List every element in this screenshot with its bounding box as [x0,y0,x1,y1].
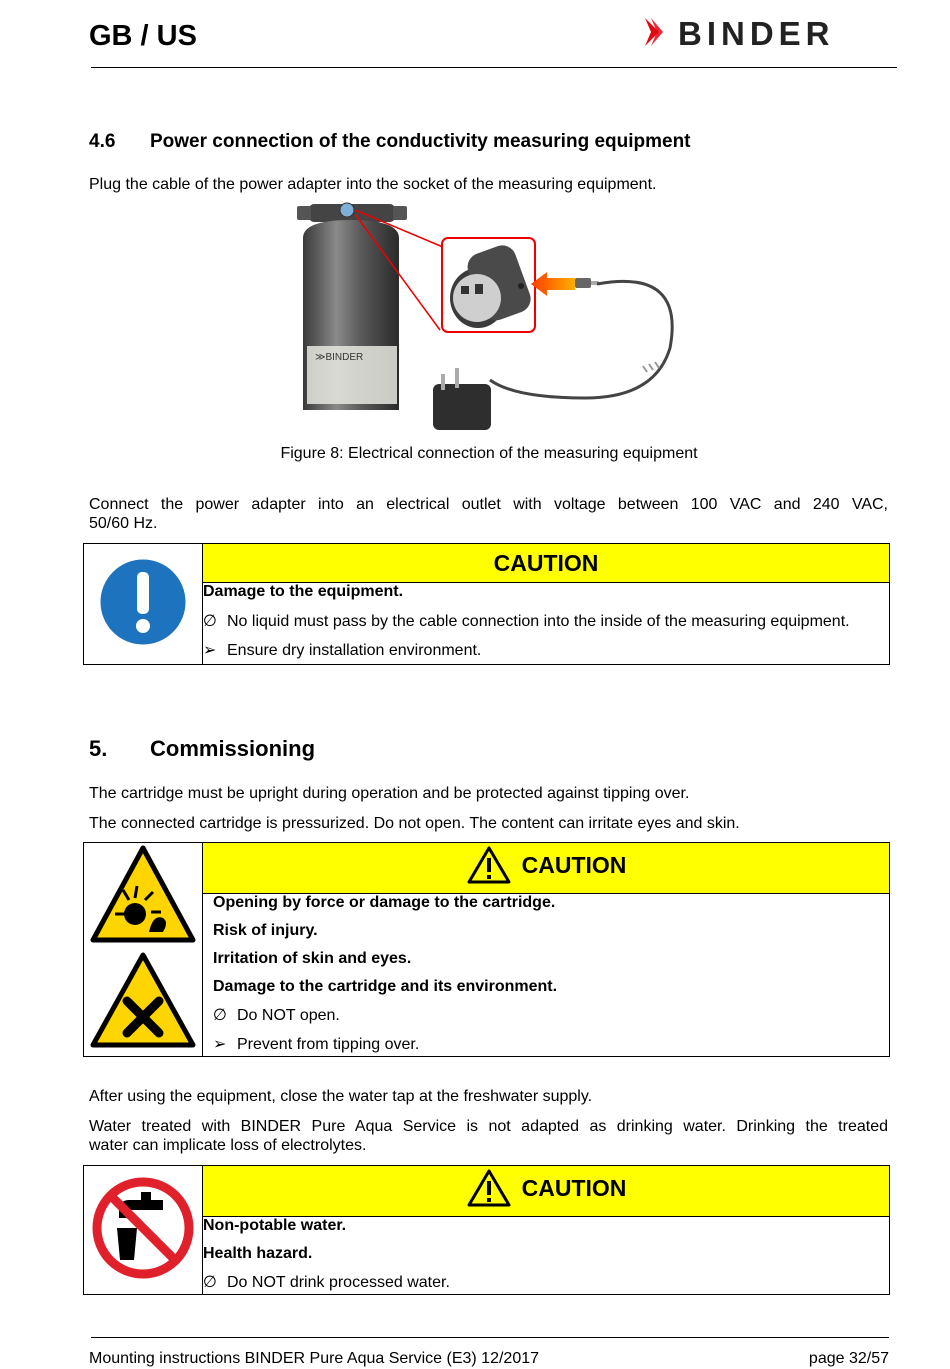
voltage-paragraph-end: 50/60 Hz. [89,515,158,532]
header-language: GB / US [89,20,197,52]
caution-banner: CAUTION [203,544,890,583]
caution-heading: Damage to the cartridge and its environment. [213,978,558,995]
voltage-paragraph: Connect the power adapter into an electrical outlet with voltage between 100 VAC and 240 VAC, [89,496,888,513]
warning-triangle-icon [466,845,512,885]
svg-text:≫BINDER: ≫BINDER [315,352,364,363]
caution-box-cartridge [83,842,890,1057]
prohibition-icon-cell [84,1166,203,1295]
irritant-hazard-icon [89,951,197,1051]
section-5-paragraph-1: The cartridge must be upright during operation and be protected against tipping over. [89,785,690,802]
caution-banner: CAUTION [203,843,890,894]
caution-item-prohibition: ∅ Do NOT open. [213,1007,340,1024]
zoomed-socket-image [442,238,535,332]
section-5-paragraph-2: The connected cartridge is pressurized. Do not open. The content can irritate eyes and skin. [89,815,740,832]
caution-heading: Irritation of skin and eyes. [213,950,412,967]
cartridge-image [297,203,407,410]
footer-document-title: Mounting instructions BINDER Pure Aqua Service (E3) 12/2017 [89,1350,540,1367]
caution-item-prohibition: ∅ No liquid must pass by the cable connection into the inside of the measuring equipment. [203,613,850,630]
footer-page-number: page 32/57 [808,1350,889,1367]
footer-rule [91,1337,889,1338]
caution-box-water [83,1165,890,1295]
caution-heading: Opening by force or damage to the cartridge. [213,894,556,911]
caution-content [203,583,890,665]
mandatory-action-icon-cell [84,544,203,665]
caution-item-action: ➢ Prevent from tipping over. [213,1036,420,1053]
hazard-icons-cell [84,843,203,1057]
caution-box-equipment [83,543,890,665]
caution-heading: Damage to the equipment. [203,583,404,600]
figure-8-illustration [285,198,685,434]
caution-heading: Non-potable water. [203,1217,347,1234]
caution-item-prohibition: ∅ Do NOT drink processed water. [203,1274,450,1291]
caution-item-action: ➢ Ensure dry installation environment. [203,642,482,659]
caution-content [203,1217,890,1295]
explosion-hazard-icon [89,844,197,946]
power-adapter-image [433,368,491,430]
section-4-6-intro: Plug the cable of the power adapter into the socket of the measuring equipment. [89,176,657,193]
warning-triangle-icon [466,1168,512,1208]
header-rule [91,67,897,68]
caution-banner: CAUTION [203,1166,890,1217]
after-use-paragraph: After using the equipment, close the water tap at the freshwater supply. [89,1088,593,1105]
figure-8-caption: Figure 8: Electrical connection of the measuring equipment [280,445,698,462]
caution-heading: Risk of injury. [213,922,318,939]
no-drinking-water-icon [91,1176,195,1280]
drinking-water-paragraph: Water treated with BINDER Pure Aqua Service is not adapted as drinking water. Drinking the treated [89,1118,888,1135]
caution-heading: Health hazard. [203,1245,313,1262]
drinking-water-paragraph-end: water can implicate loss of electrolytes. [89,1137,367,1154]
svg-text:BINDER: BINDER [678,15,835,52]
binder-logo [643,14,893,54]
caution-content [203,894,890,1057]
arrow-icon [531,272,575,296]
exclamation-mandatory-icon [97,556,189,648]
